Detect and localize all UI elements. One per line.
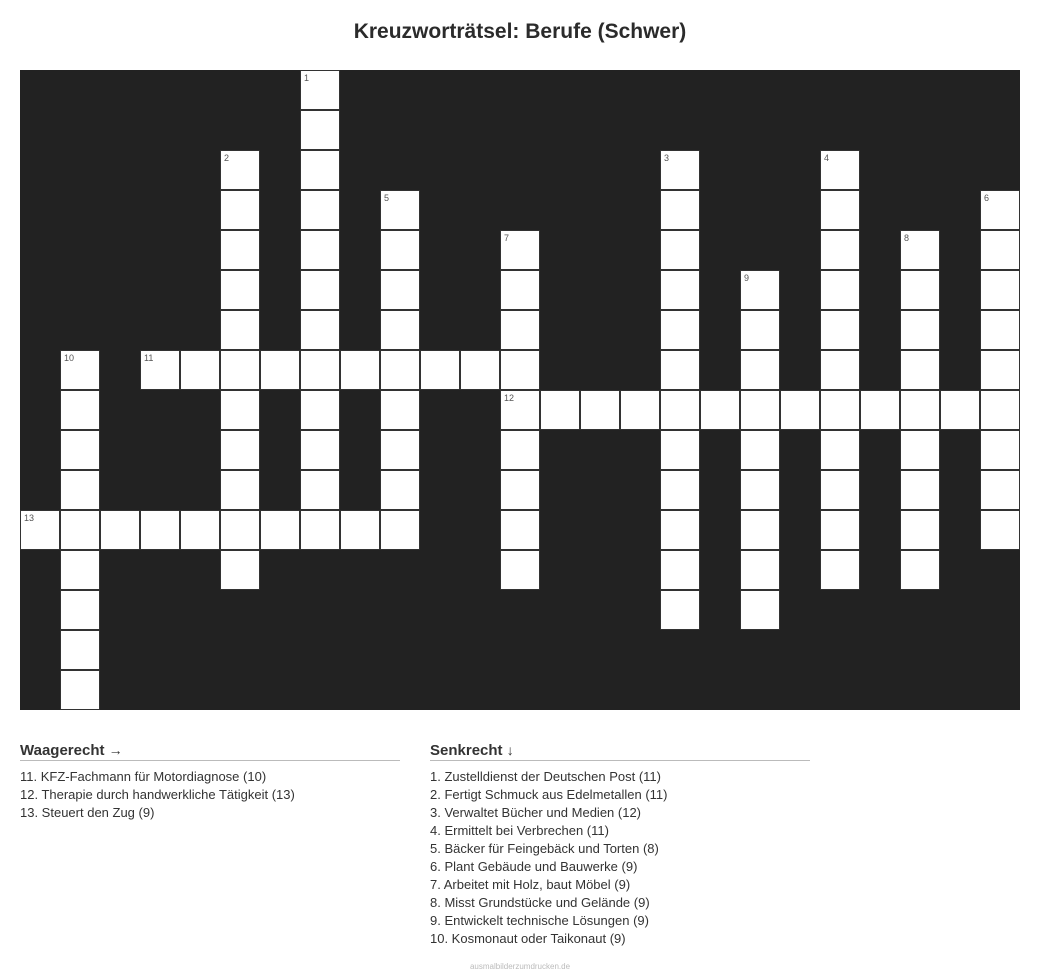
grid-cell[interactable] bbox=[820, 430, 860, 470]
grid-cell[interactable] bbox=[980, 230, 1020, 270]
grid-cell[interactable] bbox=[700, 390, 740, 430]
grid-cell[interactable] bbox=[500, 350, 540, 390]
grid-cell[interactable] bbox=[500, 310, 540, 350]
down-arrow-icon: ↓ bbox=[506, 742, 514, 758]
grid-cell[interactable] bbox=[500, 390, 540, 430]
grid-cell[interactable] bbox=[60, 510, 100, 550]
grid-cell[interactable] bbox=[500, 230, 540, 270]
down-clue-3: 3. Verwaltet Bücher und Medien (12) bbox=[430, 805, 642, 820]
grid-cell[interactable] bbox=[260, 510, 300, 550]
grid-cell[interactable] bbox=[500, 470, 540, 510]
clue-number: 4 bbox=[824, 153, 830, 163]
grid-cell[interactable] bbox=[900, 390, 940, 430]
grid-cell[interactable] bbox=[820, 310, 860, 350]
grid-cell[interactable] bbox=[300, 310, 340, 350]
grid-cell[interactable] bbox=[900, 350, 940, 390]
grid-cell[interactable] bbox=[900, 470, 940, 510]
grid-cell[interactable] bbox=[180, 510, 220, 550]
grid-cell[interactable] bbox=[220, 550, 260, 590]
grid-cell[interactable] bbox=[380, 230, 420, 270]
grid-cell[interactable] bbox=[220, 230, 260, 270]
grid-cell[interactable] bbox=[380, 470, 420, 510]
grid-cell[interactable] bbox=[980, 310, 1020, 350]
grid-cell[interactable] bbox=[820, 510, 860, 550]
grid-cell[interactable] bbox=[820, 270, 860, 310]
grid-cell[interactable] bbox=[20, 510, 60, 550]
down-heading-label: Senkrecht bbox=[430, 742, 503, 759]
grid-cell[interactable] bbox=[500, 430, 540, 470]
grid-cell[interactable] bbox=[820, 230, 860, 270]
grid-cell[interactable] bbox=[900, 510, 940, 550]
down-heading bbox=[430, 742, 810, 761]
grid-cell[interactable] bbox=[740, 430, 780, 470]
grid-cell[interactable] bbox=[380, 390, 420, 430]
grid-cell[interactable] bbox=[740, 310, 780, 350]
grid-cell[interactable] bbox=[380, 270, 420, 310]
grid-cell[interactable] bbox=[660, 190, 700, 230]
grid-cell[interactable] bbox=[340, 350, 380, 390]
clue-number: 10 bbox=[64, 353, 75, 363]
grid-cell[interactable] bbox=[660, 230, 700, 270]
clue-number: 12 bbox=[504, 393, 515, 403]
grid-cell[interactable] bbox=[980, 510, 1020, 550]
grid-cell[interactable] bbox=[660, 590, 700, 630]
grid-cell[interactable] bbox=[380, 430, 420, 470]
grid-cell[interactable] bbox=[820, 390, 860, 430]
grid-cell[interactable] bbox=[740, 350, 780, 390]
grid-cell[interactable] bbox=[900, 310, 940, 350]
grid-cell[interactable] bbox=[300, 230, 340, 270]
grid-cell[interactable] bbox=[220, 270, 260, 310]
grid-cell[interactable] bbox=[220, 150, 260, 190]
grid-cell[interactable] bbox=[380, 190, 420, 230]
grid-cell[interactable] bbox=[980, 270, 1020, 310]
grid-cell[interactable] bbox=[860, 390, 900, 430]
grid-cell[interactable] bbox=[740, 550, 780, 590]
across-clue-12: 12. Therapie durch handwerkliche Tätigkeit (13) bbox=[20, 787, 295, 802]
grid-cell[interactable] bbox=[60, 350, 100, 390]
grid-cell[interactable] bbox=[220, 390, 260, 430]
grid-cell[interactable] bbox=[980, 430, 1020, 470]
grid-cell[interactable] bbox=[300, 350, 340, 390]
clue-number: 13 bbox=[24, 513, 35, 523]
down-clue-5: 5. Bäcker für Feingebäck und Torten (8) bbox=[430, 841, 659, 856]
grid-cell[interactable] bbox=[60, 590, 100, 630]
grid-cell[interactable] bbox=[60, 550, 100, 590]
crossword-grid bbox=[20, 70, 1020, 710]
grid-cell[interactable] bbox=[300, 270, 340, 310]
grid-cell[interactable] bbox=[900, 230, 940, 270]
grid-cell[interactable] bbox=[820, 470, 860, 510]
grid-cell[interactable] bbox=[740, 470, 780, 510]
grid-cell[interactable] bbox=[980, 190, 1020, 230]
grid-cell[interactable] bbox=[820, 190, 860, 230]
grid-cell[interactable] bbox=[300, 510, 340, 550]
down-clues-section bbox=[430, 742, 810, 948]
grid-cell[interactable] bbox=[980, 470, 1020, 510]
clue-number: 6 bbox=[984, 193, 990, 203]
grid-cell[interactable] bbox=[660, 390, 700, 430]
down-clue-4: 4. Ermittelt bei Verbrechen (11) bbox=[430, 823, 609, 838]
down-clue-10: 10. Kosmonaut oder Taikonaut (9) bbox=[430, 931, 626, 946]
grid-cell[interactable] bbox=[660, 550, 700, 590]
grid-cell[interactable] bbox=[220, 510, 260, 550]
grid-cell[interactable] bbox=[620, 390, 660, 430]
clue-number: 8 bbox=[904, 233, 910, 243]
across-clue-list bbox=[20, 768, 400, 822]
grid-cell[interactable] bbox=[300, 470, 340, 510]
grid-cell[interactable] bbox=[300, 190, 340, 230]
grid-cell[interactable] bbox=[900, 270, 940, 310]
grid-cell[interactable] bbox=[60, 670, 100, 710]
grid-cell[interactable] bbox=[420, 350, 460, 390]
grid-cell[interactable] bbox=[580, 390, 620, 430]
grid-cell[interactable] bbox=[900, 550, 940, 590]
grid-cell[interactable] bbox=[500, 550, 540, 590]
grid-cell[interactable] bbox=[740, 590, 780, 630]
grid-cell[interactable] bbox=[820, 150, 860, 190]
grid-cell[interactable] bbox=[980, 350, 1020, 390]
across-clue-13: 13. Steuert den Zug (9) bbox=[20, 805, 155, 820]
clue-number: 3 bbox=[664, 153, 670, 163]
grid-cell[interactable] bbox=[740, 390, 780, 430]
grid-cell[interactable] bbox=[220, 470, 260, 510]
grid-cell[interactable] bbox=[380, 310, 420, 350]
grid-cell[interactable] bbox=[820, 350, 860, 390]
grid-cell[interactable] bbox=[660, 430, 700, 470]
footer-credit: ausmalbilderzumdrucken.de bbox=[469, 962, 571, 971]
grid-cell[interactable] bbox=[660, 310, 700, 350]
clue-number: 5 bbox=[384, 193, 390, 203]
grid-cell[interactable] bbox=[220, 430, 260, 470]
grid-cell[interactable] bbox=[980, 390, 1020, 430]
down-clue-8: 8. Misst Grundstücke und Gelände (9) bbox=[430, 895, 650, 910]
down-clue-1: 1. Zustelldienst der Deutschen Post (11) bbox=[430, 769, 661, 784]
grid-cell[interactable] bbox=[60, 470, 100, 510]
grid-cell[interactable] bbox=[60, 390, 100, 430]
grid-cell[interactable] bbox=[380, 510, 420, 550]
grid-cell[interactable] bbox=[340, 510, 380, 550]
grid-cell[interactable] bbox=[300, 430, 340, 470]
down-clue-2: 2. Fertigt Schmuck aus Edelmetallen (11) bbox=[430, 787, 668, 802]
grid-cell[interactable] bbox=[540, 390, 580, 430]
grid-cell[interactable] bbox=[300, 390, 340, 430]
clue-number: 2 bbox=[224, 153, 230, 163]
grid-cell[interactable] bbox=[140, 510, 180, 550]
grid-cell[interactable] bbox=[740, 510, 780, 550]
across-heading bbox=[20, 742, 400, 761]
grid-cell[interactable] bbox=[460, 350, 500, 390]
grid-cell[interactable] bbox=[940, 390, 980, 430]
grid-cell[interactable] bbox=[740, 270, 780, 310]
grid-cell[interactable] bbox=[180, 350, 220, 390]
grid-cell[interactable] bbox=[100, 510, 140, 550]
clue-number: 11 bbox=[144, 353, 154, 363]
grid-cell[interactable] bbox=[660, 150, 700, 190]
grid-cell[interactable] bbox=[820, 550, 860, 590]
grid-cell[interactable] bbox=[260, 350, 300, 390]
grid-cell[interactable] bbox=[500, 510, 540, 550]
clue-number: 7 bbox=[504, 233, 510, 243]
clue-number: 1 bbox=[304, 73, 310, 83]
grid-cell[interactable] bbox=[140, 350, 180, 390]
grid-cell[interactable] bbox=[220, 190, 260, 230]
across-clue-11: 11. KFZ-Fachmann für Motordiagnose (10) bbox=[20, 769, 267, 784]
grid-cell[interactable] bbox=[900, 430, 940, 470]
grid-cell[interactable] bbox=[300, 110, 340, 150]
across-heading-label: Waagerecht bbox=[20, 742, 105, 759]
grid-cell[interactable] bbox=[660, 350, 700, 390]
grid-cell[interactable] bbox=[660, 270, 700, 310]
grid-cell[interactable] bbox=[380, 350, 420, 390]
grid-cell[interactable] bbox=[660, 470, 700, 510]
right-arrow-icon: → bbox=[108, 742, 123, 758]
down-clue-list bbox=[430, 768, 810, 948]
grid-cell[interactable] bbox=[220, 350, 260, 390]
grid-cell[interactable] bbox=[780, 390, 820, 430]
grid-cell[interactable] bbox=[500, 270, 540, 310]
grid-cell[interactable] bbox=[660, 510, 700, 550]
down-clue-6: 6. Plant Gebäude und Bauwerke (9) bbox=[430, 859, 638, 874]
grid-cell[interactable] bbox=[220, 310, 260, 350]
puzzle-title: Kreuzworträtsel: Berufe (Schwer) bbox=[353, 20, 687, 43]
grid-cell[interactable] bbox=[60, 630, 100, 670]
grid-cell[interactable] bbox=[300, 70, 340, 110]
clue-number: 9 bbox=[744, 273, 750, 283]
grid-cell[interactable] bbox=[300, 150, 340, 190]
grid-cell[interactable] bbox=[60, 430, 100, 470]
down-clue-7: 7. Arbeitet mit Holz, baut Möbel (9) bbox=[430, 877, 631, 892]
down-clue-9: 9. Entwickelt technische Lösungen (9) bbox=[430, 913, 649, 928]
across-clues-section bbox=[20, 742, 400, 822]
